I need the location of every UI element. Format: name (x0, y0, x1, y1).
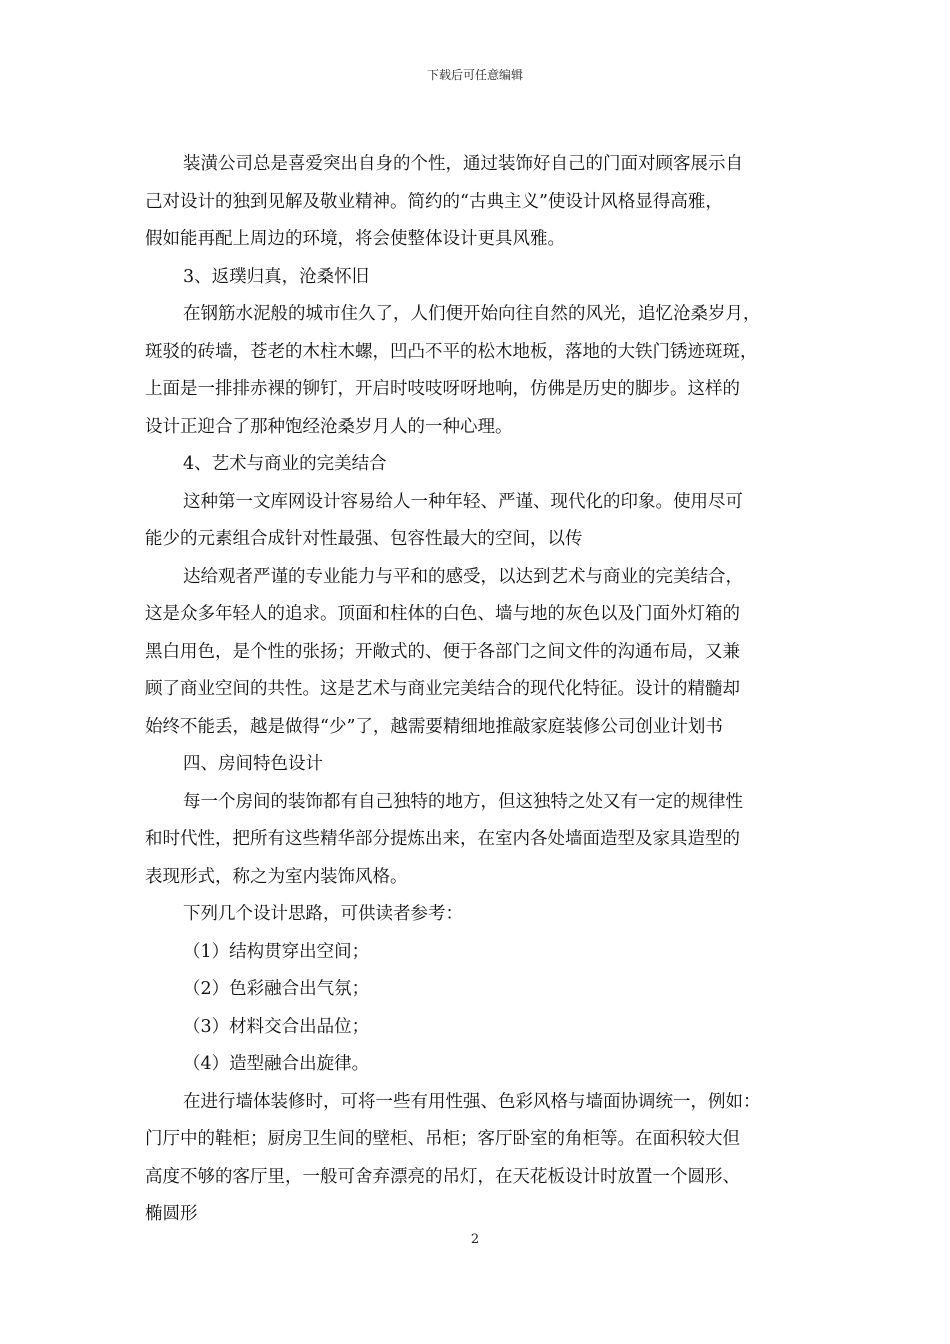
text-line: 4、艺术与商业的完美结合 (183, 454, 387, 474)
text-line: 在钢筋水泥般的城市住久了，人们便开始向往自然的风光，追忆沧桑岁月， (183, 304, 761, 324)
text-line: 表现形式，称之为室内装饰风格。 (145, 866, 408, 887)
text-line: 黑白用色，是个性的张扬；开敞式的、便于各部门之间文件的沟通布局，又兼 (145, 641, 740, 662)
text-line: 椭圆形 (145, 1204, 198, 1224)
text-line: 装潢公司总是喜爱突出自身的个性，通过装饰好自己的门面对顾客展示自 (183, 154, 743, 174)
text-line: 己对设计的独到见解及敬业精神。简约的“古典主义”使设计风格显得高雅， (145, 191, 723, 212)
text-line: 下列几个设计思路，可供读者参考： (183, 904, 463, 924)
text-line: 能少的元素组合成针对性最强、包容性最大的空间，以传 (145, 529, 583, 549)
text-line: 始终不能丢，越是做得“少”了，越需要精细地推敲家庭装修公司创业计划书 (145, 716, 723, 737)
text-line: 上面是一排排赤裸的铆钉，开启时吱吱呀呀地响，仿佛是历史的脚步。这样的 (145, 379, 740, 399)
text-line: 这种第一文库网设计容易给人一种年轻、严谨、现代化的印象。使用尽可 (183, 491, 743, 512)
text-line: （2）色彩融合出气氛； (183, 979, 370, 999)
text-line: 3、返璞归真，沧桑怀旧 (183, 266, 370, 287)
text-line: 在进行墙体装修时，可将一些有用性强、色彩风格与墙面协调统一，例如： (183, 1091, 761, 1112)
text-line: 顾了商业空间的共性。这是艺术与商业完美结合的现代化特征。设计的精髓却 (145, 679, 740, 699)
text-line: （1）结构贯穿出空间； (183, 941, 370, 962)
text-line: 和时代性，把所有这些精华部分提炼出来，在室内各处墙面造型及家具造型的 (145, 829, 740, 849)
text-line: 高度不够的客厅里，一般可舍弃漂亮的吊灯，在天花板设计时放置一个圆形、 (145, 1166, 740, 1187)
text-line: 假如能再配上周边的环境，将会使整体设计更具风雅。 (145, 229, 565, 249)
text-line: 这是众多年轻人的追求。顶面和柱体的白色、墙与地的灰色以及门面外灯箱的 (145, 604, 740, 624)
document-body (145, 146, 815, 1234)
text-line: （4）造型融合出旋律。 (183, 1054, 370, 1074)
text-line: 设计正迎合了那种饱经沧桑岁月人的一种心理。 (145, 416, 513, 437)
text-line: 门厅中的鞋柜；厨房卫生间的壁柜、吊柜；客厅卧室的角柜等。在面积较大但 (145, 1129, 740, 1149)
text-line: 斑驳的砖墙，苍老的木柱木螺，凹凸不平的松木地板，落地的大铁门锈迹斑斑， (145, 341, 758, 362)
page-number: 2 (470, 1232, 480, 1247)
header-note: 下载后可任意编辑 (426, 68, 523, 82)
text-line: 每一个房间的装饰都有自己独特的地方，但这独特之处又有一定的规律性 (183, 791, 743, 812)
text-line: 达给观者严谨的专业能力与平和的感受，以达到艺术与商业的完美结合， (183, 566, 743, 587)
text-line: 四、房间特色设计 (183, 754, 323, 774)
text-line: （3）材料交合出品位； (183, 1016, 370, 1037)
